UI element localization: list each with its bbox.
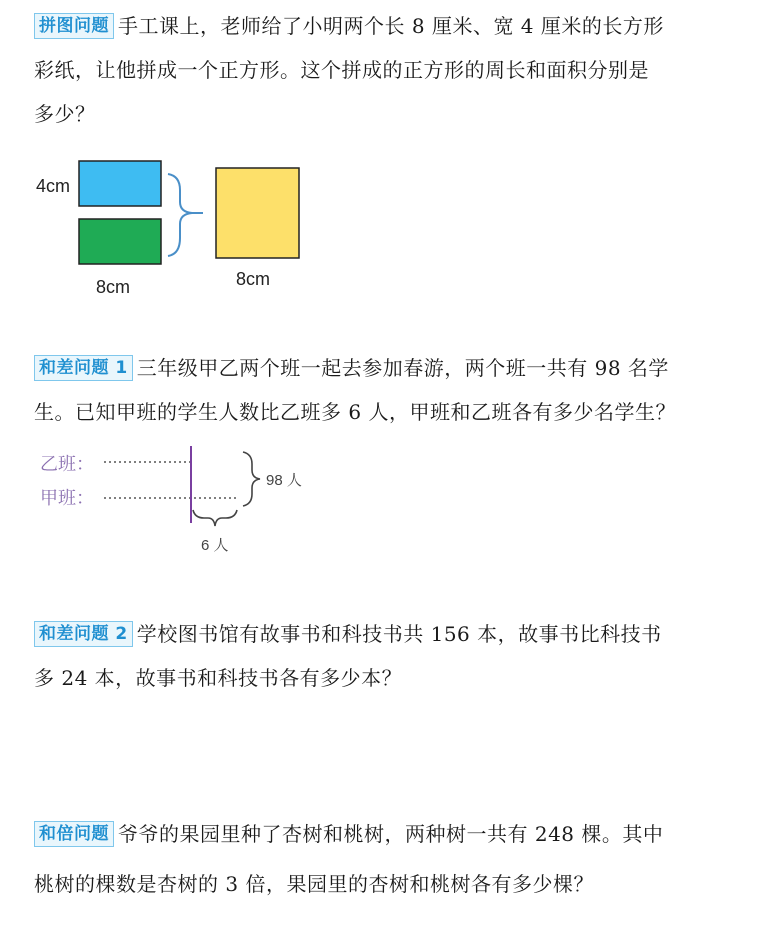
problem-tag: 和差问题 2 <box>34 621 133 647</box>
bottom-rectangle <box>79 219 161 264</box>
length-label-right: 8cm <box>236 269 271 289</box>
problem-line: 桃树的棵数是杏树的 3 倍，果园里的杏树和桃树各有多少棵？ <box>34 872 594 896</box>
problem-line <box>34 4 749 48</box>
top-rectangle <box>79 161 161 206</box>
label-yi: 乙班： <box>40 454 94 474</box>
diff-label: 6 人 <box>201 537 229 554</box>
problem-sum-diff-2 <box>34 612 749 700</box>
problem-text: 爷爷的果园里种了杏树和桃树，两种树一共有 248 棵。其中 <box>118 822 664 846</box>
problem-line <box>34 612 749 656</box>
problem-tag: 和差问题 1 <box>34 355 133 381</box>
problem-text: 三年级甲乙两个班一起去参加春游，两个班一共有 98 名学 <box>136 356 669 380</box>
problem-line: 多 24 本，故事书和科技书各有多少本？ <box>34 666 403 690</box>
problem-line <box>34 812 749 856</box>
problem-tag: 和倍问题 <box>34 821 114 847</box>
problem-line: 彩纸，让他拼成一个正方形。这个拼成的正方形的周长和面积分别是 <box>34 58 649 82</box>
problem-tag: 拼图问题 <box>34 13 114 39</box>
problem-text: 手工课上，老师给了小明两个长 8 厘米、宽 4 厘米的长方形 <box>118 14 664 38</box>
puzzle-figure <box>0 150 330 300</box>
problem-line: 多少？ <box>34 102 96 126</box>
diff-brace-icon <box>193 510 237 526</box>
segment-diagram <box>0 438 340 563</box>
problem-line <box>34 346 749 390</box>
total-label: 98 人 <box>266 472 302 489</box>
length-label-left: 8cm <box>96 277 131 297</box>
total-brace-icon <box>243 452 260 506</box>
problem-sum-diff-1 <box>34 346 749 434</box>
problem-text: 学校图书馆有故事书和科技书共 156 本，故事书比科技书 <box>136 622 662 646</box>
problem-line: 生。已知甲班的学生人数比乙班多 6 人，甲班和乙班各有多少名学生？ <box>34 400 676 424</box>
problem-puzzle <box>34 4 749 136</box>
problem-sum-multiple <box>34 812 749 906</box>
label-jia: 甲班： <box>40 488 94 508</box>
width-label: 4cm <box>36 176 71 196</box>
brace-icon <box>168 174 192 256</box>
square <box>216 168 299 258</box>
